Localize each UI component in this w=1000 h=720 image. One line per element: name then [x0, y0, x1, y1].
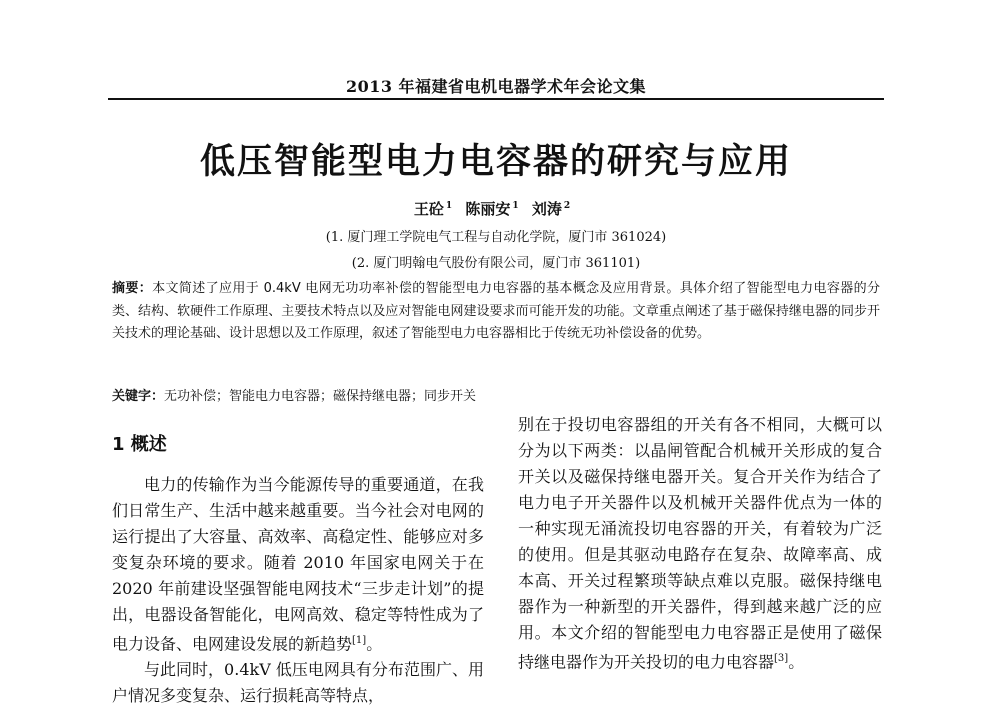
affiliation-2: (2. 厦门明翰电气股份有限公司，厦门市 361101) — [351, 256, 641, 271]
citation-ref: [3] — [774, 653, 789, 664]
author-name: 陈丽安 — [465, 200, 511, 218]
author-list — [108, 198, 884, 219]
author-name: 刘涛 — [531, 200, 562, 218]
abstract-label: 摘要： — [112, 281, 153, 296]
paragraph-text: 电力的传输作为当今能源传导的重要通道，在我们日常生产、生活中越来越重要。当今社会对电网的运行提出了大容量、高效率、高稳定性、能够应对多变复杂环境的要求。随着 2010 年国家电网关于在 2020 年前建设坚强智能电网技术“三步走计划”的提出，电器设备智能化，电网高效、稳定等特性成为了电力设备、电网建设发展的新趋势 — [112, 475, 484, 654]
running-header: 2013 年福建省电机电器学术年会论文集 — [345, 77, 647, 96]
citation-ref: [1] — [352, 635, 367, 646]
header-rule — [108, 98, 884, 100]
abstract — [112, 278, 880, 346]
body-paragraph — [112, 472, 484, 657]
keywords — [112, 385, 880, 404]
paragraph-end: 。 — [366, 634, 383, 654]
section-heading: 1 概述 — [112, 434, 167, 455]
keywords-text: 无功补偿；智能电力电容器；磁保持继电器；同步开关 — [164, 389, 477, 404]
paper-title: 低压智能型电力电容器的研究与应用 — [199, 142, 792, 182]
affiliation-1: (1. 厦门理工学院电气工程与自动化学院，厦门市 361024) — [325, 230, 667, 245]
body-paragraph — [518, 412, 882, 675]
paragraph-end: 。 — [788, 652, 805, 672]
author-name: 王砼 — [413, 200, 444, 218]
body-paragraph: 与此同时，0.4kV 低压电网具有分布范围广、用户情况多变复杂、运行损耗高等特点， — [112, 660, 484, 706]
author-affiliation-mark: 2 — [563, 201, 571, 211]
paragraph-text: 别在于投切电容器组的开关有各不相同，大概可以分为以下两类：以晶闸管配合机械开关形成的复合开关以及磁保持继电器开关。复合开关作为结合了电力电子开关器件以及机械开关器件优点为一体的一种实现无涌流投切电容器的开关，有着较为广泛的使用。但是其驱动电路存在复杂、故障率高、成本高、开关过程繁琐等缺点难以克服。磁保持继电器作为一种新型的开关器件，得到越来越广泛的应用。本文介绍的智能型电力电容器正是使用了磁保持继电器作为开关投切的电力电容器 — [518, 415, 882, 672]
right-column — [518, 412, 882, 675]
abstract-text: 本文简述了应用于 0.4kV 电网无功功率补偿的智能型电力电容器的基本概念及应用背景。具体介绍了智能型电力电容器的分类、结构、软硬件工作原理、主要技术特点以及应对智能电网建设要求而可能开发的功能。文章重点阐述了基于磁保持继电器的同步开关技术的理论基础、设计思想以及工作原理，叙述了智能型电力电容器相比于传统无功补偿设备的优势。 — [112, 281, 880, 341]
author-affiliation-mark: 1 — [512, 201, 519, 211]
left-column — [112, 432, 484, 709]
keywords-label: 关键字： — [112, 389, 165, 404]
author-affiliation-mark: 1 — [445, 201, 453, 211]
